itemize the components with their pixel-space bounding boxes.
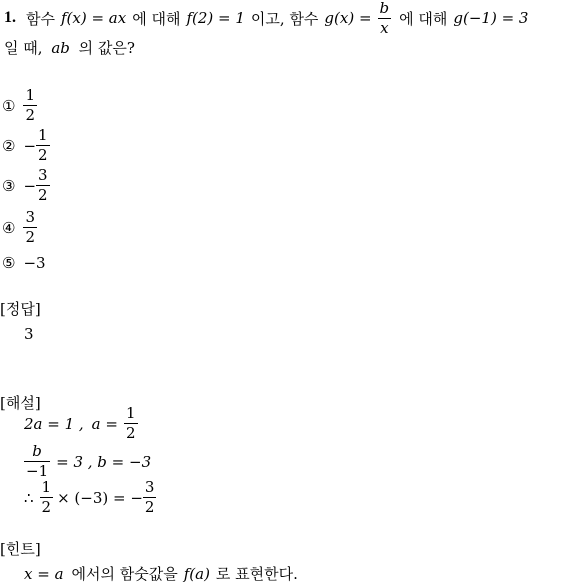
choice-fraction: [36, 168, 50, 203]
solution-line-1: [24, 406, 138, 441]
choice-fraction: [23, 210, 37, 245]
f-definition: f(x) = ax: [60, 9, 127, 27]
choice-fraction: [36, 128, 50, 163]
f-value: f(2) = 1: [186, 9, 245, 27]
choice-marker: ③: [2, 176, 16, 195]
denominator: 2: [144, 498, 155, 516]
therefore-symbol: ∴: [24, 488, 34, 507]
question-line-1: [4, 0, 529, 37]
numerator: b: [32, 442, 42, 460]
choice-marker: ①: [2, 96, 16, 115]
answer-value: 3: [24, 325, 34, 343]
question-text: 일 때,: [4, 39, 43, 57]
question-text: 함수: [26, 9, 55, 28]
solution-expression: × (−3) = −: [57, 488, 143, 507]
hint-expression: f(a): [183, 564, 210, 583]
denominator: 2: [38, 186, 48, 204]
choice-marker: ④: [2, 218, 16, 237]
denominator: −1: [26, 462, 49, 480]
choice-sign: −: [23, 176, 37, 195]
hint-text: 에서의 함숫값을: [71, 565, 178, 583]
g-fraction: [378, 1, 392, 36]
denominator: 2: [38, 146, 48, 164]
choice-value: −3: [23, 254, 46, 272]
question-text: 의 값은?: [78, 39, 135, 57]
choice-1[interactable]: [2, 88, 37, 123]
hint-text: 로 표현한다.: [215, 565, 298, 583]
hint-expression: x = a: [24, 564, 64, 583]
ab-expression: ab: [51, 39, 70, 57]
g-value: g(−1) = 3: [453, 9, 529, 27]
numerator: 1: [25, 86, 35, 104]
answer-label: [정답]: [0, 300, 41, 318]
solution-line-3: [24, 480, 156, 515]
question-text: 에 대해: [399, 9, 448, 28]
question-number: 1.: [4, 9, 16, 26]
choice-2[interactable]: [2, 128, 50, 163]
denominator: 2: [25, 106, 35, 124]
numerator: 1: [41, 478, 52, 496]
numerator: 1: [125, 404, 136, 422]
question-line-2: [4, 37, 135, 58]
solution-fraction: [40, 480, 54, 515]
solution-fraction: [143, 480, 157, 515]
numerator: 3: [144, 478, 155, 496]
denominator: 2: [41, 498, 52, 516]
solution-expression: = 3 , b = −3: [56, 452, 152, 471]
choice-3[interactable]: [2, 168, 50, 203]
solution-expression: 2a = 1 ,: [24, 414, 84, 433]
solution-line-2: [24, 444, 151, 479]
choice-sign: −: [23, 136, 37, 155]
question-text: 이고, 함수: [250, 9, 319, 28]
choice-5[interactable]: [2, 254, 46, 272]
choice-fraction: [23, 88, 37, 123]
solution-label: [해설]: [0, 394, 41, 412]
choice-marker: ⑤: [2, 254, 16, 272]
numerator: 3: [38, 166, 48, 184]
numerator: 3: [25, 208, 35, 226]
g-numerator: b: [379, 0, 390, 17]
solution-fraction: [24, 444, 50, 479]
solution-fraction: [124, 406, 138, 441]
g-denominator: x: [380, 18, 389, 37]
numerator: 1: [38, 126, 48, 144]
question-text: 에 대해: [132, 9, 181, 28]
choice-4[interactable]: [2, 210, 37, 245]
g-lhs: g(x) =: [324, 9, 372, 27]
choice-marker: ②: [2, 136, 16, 155]
hint-label: [힌트]: [0, 540, 41, 558]
denominator: 2: [125, 424, 136, 442]
denominator: 2: [25, 228, 35, 246]
solution-expression: a =: [91, 414, 118, 433]
